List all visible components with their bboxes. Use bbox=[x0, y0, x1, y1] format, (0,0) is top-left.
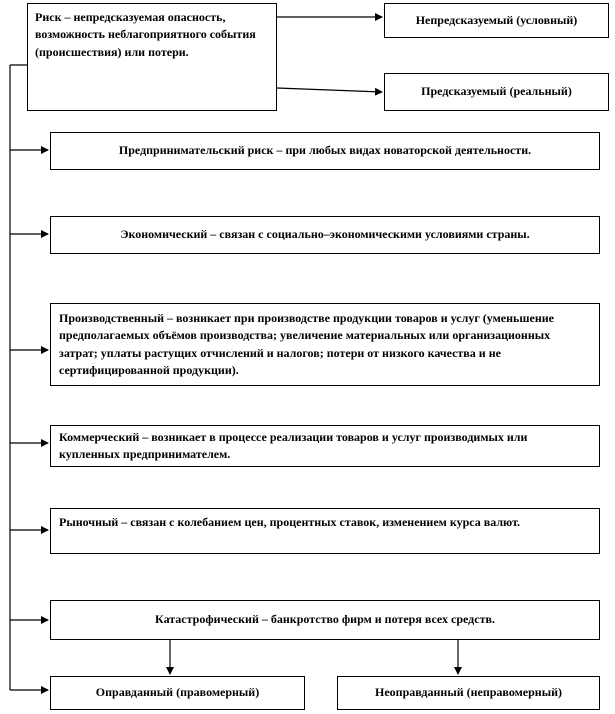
category-market: Рыночный – связан с колебанием цен, процентных ставок, изменением курса валют. bbox=[50, 508, 600, 554]
branch-justified: Оправданный (правомерный) bbox=[50, 676, 305, 710]
branch-unjustified: Неоправданный (неправомерный) bbox=[337, 676, 600, 710]
category-commercial: Коммерческий – возникает в процессе реализации товаров и услуг производимых или купленных предпринимателем. bbox=[50, 425, 600, 467]
branch-unpredictable: Непредсказуемый (условный) bbox=[384, 3, 609, 38]
category-entrepreneurial: Предпринимательский риск – при любых видах новаторской деятельности. bbox=[50, 132, 600, 170]
category-catastrophic: Катастрофический – банкротство фирм и потеря всех средств. bbox=[50, 600, 600, 640]
root-risk-box: Риск – непредсказуемая опасность, возможность неблагоприятного события (происшествия) или потери. bbox=[27, 3, 277, 111]
branch-predictable: Предсказуемый (реальный) bbox=[384, 73, 609, 111]
category-production: Производственный – возникает при производстве продукции товаров и услуг (уменьшение предполагаемых объёмов производства; увеличение материальных или организационных затрат; уплаты растущих отчислений и налогов; потери от низкого качества и не сертифицированной продукции). bbox=[50, 303, 600, 386]
arrow-to-predictable bbox=[277, 88, 382, 92]
category-economic: Экономический – связан с социально–экономическими условиями страны. bbox=[50, 216, 600, 254]
